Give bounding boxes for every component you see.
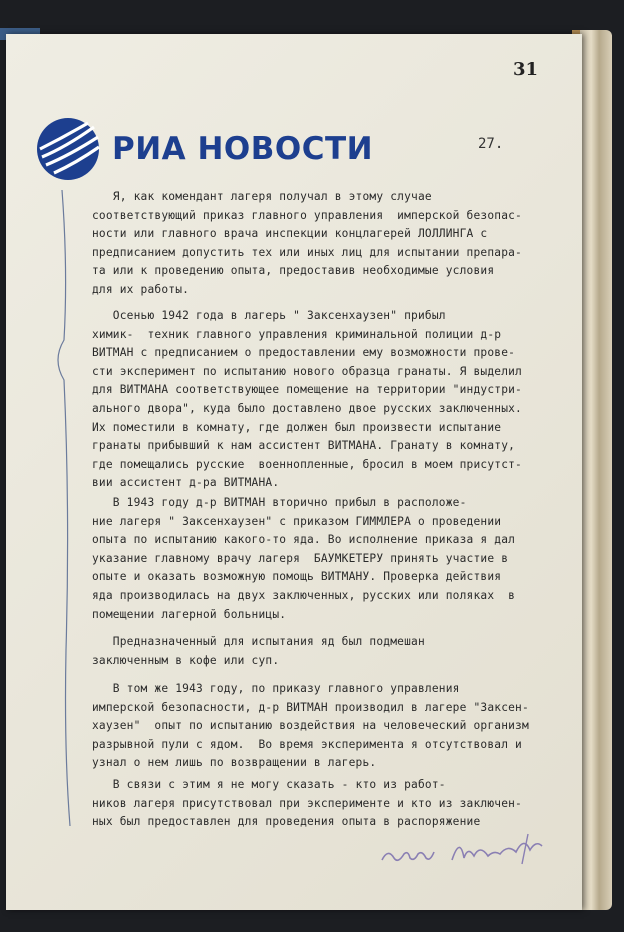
ria-watermark [36, 116, 373, 182]
paragraph-6 [92, 776, 582, 832]
text-line: ности или главного врача инспекции концлагерей ЛОЛЛИНГА с [92, 227, 488, 241]
text-line: Я, как комендант лагеря получал в этому случае [92, 190, 432, 203]
text-line: помещении лагерной больницы. [92, 607, 287, 621]
text-line: В том же 1943 году, по приказу главного управления [92, 682, 460, 695]
text-line: хаузен" опыт по испытанию воздействия на человеческий организм [92, 719, 529, 733]
text-line: ние лагеря " Заксенхаузен" с приказом ГИММЛЕРА о проведении [92, 514, 502, 528]
text-line: Осенью 1942 года в лагерь " Заксенхаузен" прибыл [92, 309, 446, 322]
text-line: химик- техник главного управления криминальной полиции д-р [92, 327, 502, 341]
page-stack-edge [580, 30, 612, 910]
text-line: сти эксперимент по испытанию нового образца гранаты. Я выделил [92, 364, 522, 378]
text-line: соответствующий приказ главного управления имперской безопас- [92, 208, 522, 222]
paragraph-2 [92, 307, 582, 493]
page-number: 31 [513, 59, 539, 80]
paragraph-4 [92, 633, 582, 670]
text-line: для их работы. [92, 282, 190, 296]
text-line: опыте и оказать возможную помощь ВИТМАНУ. Проверка действия [92, 570, 502, 584]
text-line: предписанием допустить тех или иных лиц для испытании препара- [92, 245, 522, 259]
text-line: ных был предоставлен для проведения опыта в распоряжение [92, 815, 481, 829]
paragraph-5 [92, 680, 582, 773]
paragraph-1 [92, 188, 582, 300]
margin-pencil-mark [48, 190, 78, 830]
text-line: указание главному врачу лагеря БАУМКЕТЕРУ принять участие в [92, 551, 509, 565]
text-line: Предназначенный для испытания яд был подмешан [92, 635, 425, 648]
text-line: где помещались русские военнопленные, бросил в моем присутст- [92, 457, 522, 471]
text-line: та или к проведению опыта, предоставив необходимые условия [92, 264, 495, 278]
text-line: узнал о нем лишь по возвращении в лагерь. [92, 756, 377, 770]
text-line: ников лагеря присутствовал при эксперименте и кто из заключен- [92, 796, 522, 810]
text-line: заключенным в кофе или суп. [92, 653, 280, 667]
text-line: ального двора", куда было доставлено двое русских заключенных. [92, 401, 522, 415]
text-line: В 1943 году д-р ВИТМАН вторично прибыл в расположе- [92, 496, 467, 509]
ria-globe-icon [36, 117, 100, 181]
text-line: разрывной пули с ядом. Во время эксперимента я отсутствовал и [92, 737, 522, 751]
text-line: вии ассистент д-ра ВИТМАНА. [92, 476, 280, 490]
text-line: для ВИТМАНА соответствующее помещение на территории "индустри- [92, 383, 522, 397]
text-line: опыта по испытанию какого-то яда. Во исполнение приказа я дал [92, 533, 516, 547]
text-line: гранаты прибывший к нам ассистент ВИТМАНА. Гранату в комнату, [92, 439, 516, 453]
text-line: Их поместили в комнату, где должен был произвести испытание [92, 420, 502, 434]
text-line: имперской безопасности, д-р ВИТМАН производил в лагере "Заксен- [92, 700, 529, 714]
ria-brand-text: РИА НОВОСТИ [112, 131, 374, 167]
text-line: яда производилась на двух заключенных, русских или поляках в [92, 588, 516, 602]
text-line: В связи с этим я не могу сказать - кто из работ- [92, 778, 446, 791]
paragraph-3 [92, 494, 582, 624]
sub-page-number: 27. [478, 136, 504, 152]
handwritten-signature [378, 830, 558, 870]
text-line: ВИТМАН с предписанием о предоставлении ему возможности прове- [92, 346, 516, 360]
